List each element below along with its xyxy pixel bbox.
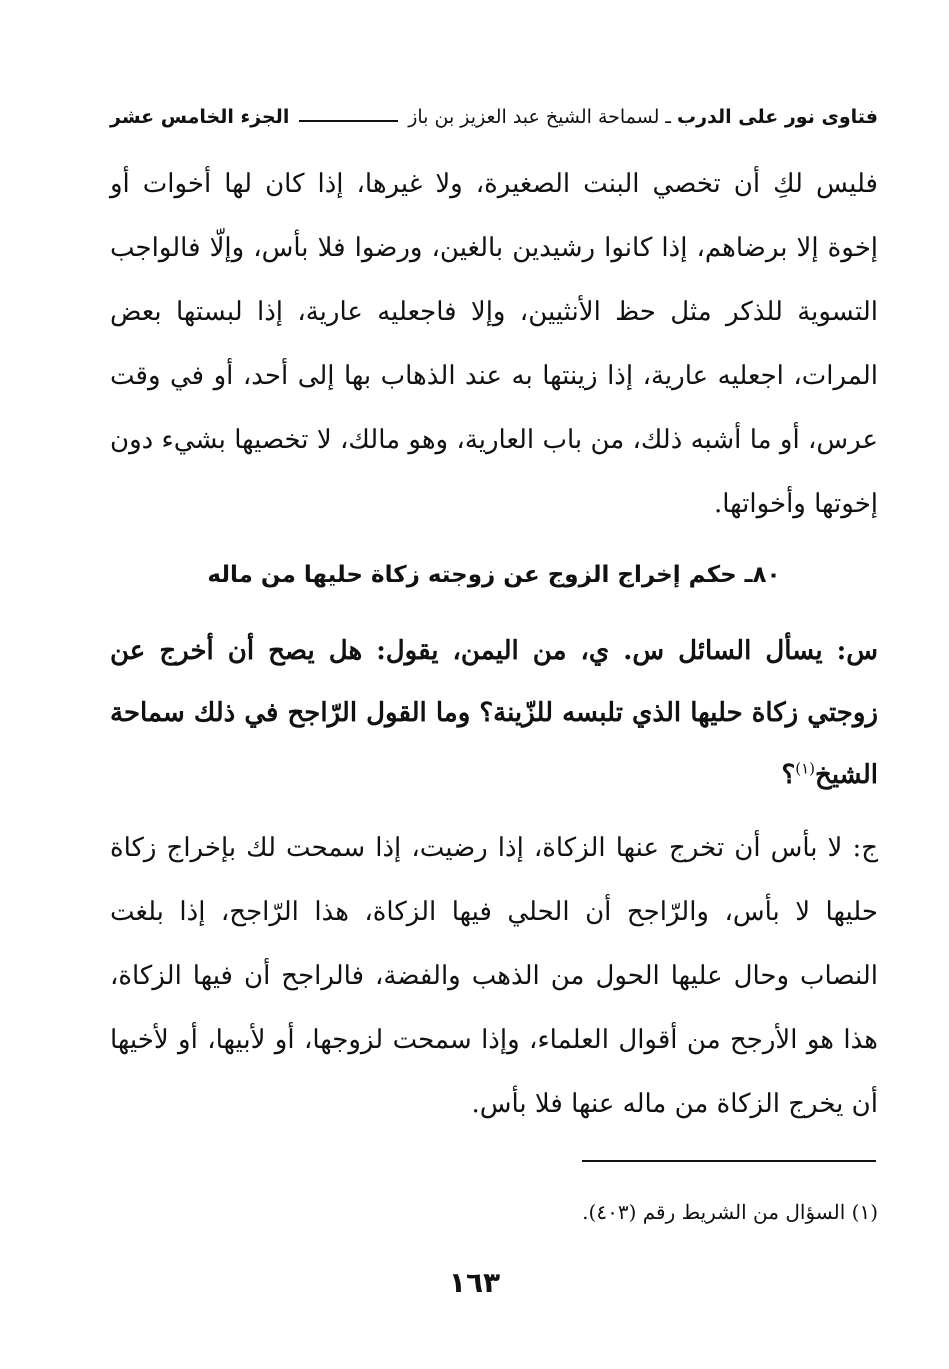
- question-block: [110, 620, 878, 806]
- header-dash: ـ: [665, 106, 671, 128]
- footnote: (١) السؤال من الشريط رقم (٤٠٣).: [582, 1200, 878, 1224]
- paragraph-continuation: فليس لكِ أن تخصي البنت الصغيرة، ولا غيرها، إذا كان لها أخوات أو إخوة إلا برضاهم، إذا كانوا رشيدين بالغين، ورضوا فلا بأس، وإلّا فالواجب التسوية للذكر مثل حظ الأنثيين، وإلا فاجعليه عارية، إذا لبستها بعض المرات، اجعليه عارية، إذا زينتها به عند الذهاب بها إلى أحد، أو في وقت عرس، أو ما أشبه ذلك، من باب العارية، وهو مالك، لا تخصيها بشيء دون إخوتها وأخواتها.: [110, 169, 878, 519]
- question-text: يسأل السائل س. ي، من اليمن، يقول: هل يصح أن أخرج عن زوجتي زكاة حليها الذي تلبسه للزّينة؟ وما القول الرّاجح في ذلك سماحة الشيخ: [110, 636, 878, 790]
- header-rule: [299, 120, 398, 122]
- header-book-title: فتاوى نور على الدرب: [677, 106, 878, 128]
- section-heading: ٨٠ـ حكم إخراج الزوج عن زوجته زكاة حليها من ماله: [207, 562, 781, 588]
- question-end-mark: ؟: [781, 760, 796, 790]
- running-header: [110, 100, 878, 134]
- page-number: ١٦٣: [448, 1266, 501, 1299]
- footnote-divider: [582, 1160, 876, 1162]
- question-prefix: س:: [836, 636, 878, 666]
- answer-paragraph: ج: لا بأس أن تخرج عنها الزكاة، إذا رضيت، إذا سمحت لك بإخراج زكاة حليها لا بأس، والرّاجح أن الحلي فيها الزكاة، هذا الرّاجح، إذا بلغت النصاب وحال عليها الحول من الذهب والفضة، فالراجح أن فيها الزكاة، هذا هو الأرجح من أقوال العلماء، وإذا سمحت لزوجها، أو لأبيها، أو لأخيها أن يخرج الزكاة من ماله عنها فلا بأس.: [110, 833, 878, 1119]
- footnote-marker: (١): [795, 759, 816, 778]
- header-author: لسماحة الشيخ عبد العزيز بن باز: [408, 106, 660, 128]
- header-volume: الجزء الخامس عشر: [110, 106, 290, 128]
